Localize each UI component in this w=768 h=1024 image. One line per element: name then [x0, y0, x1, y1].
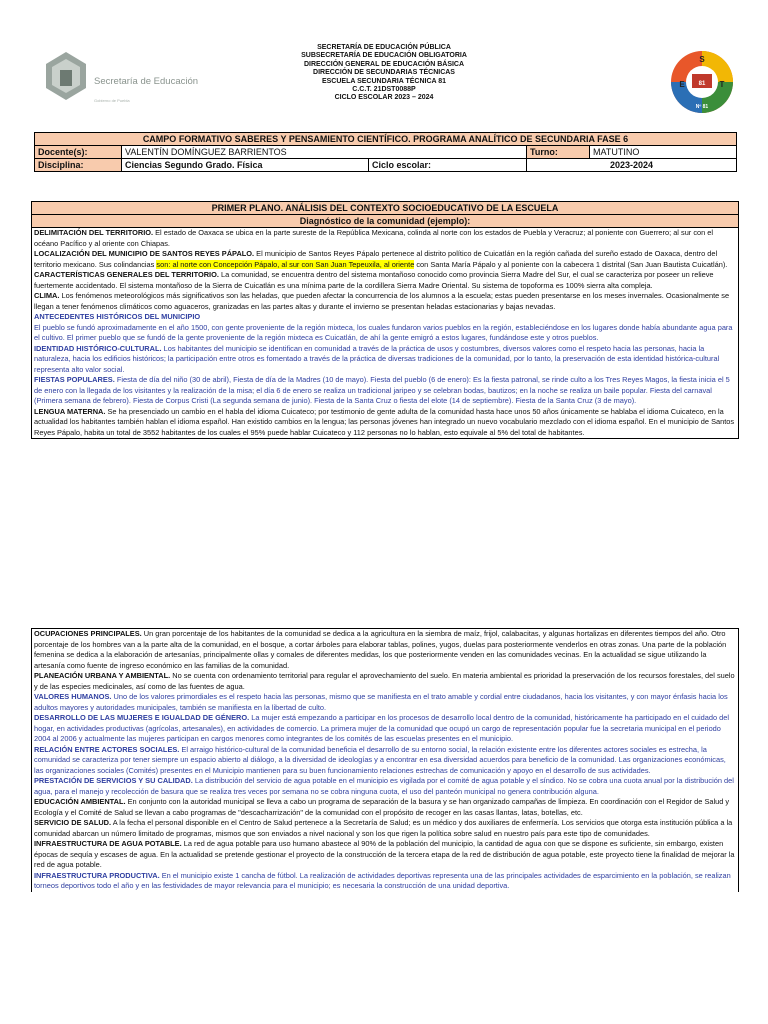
section-title: PRIMER PLANO. ANÁLISIS DEL CONTEXTO SOCIOEDUCATIVO DE LA ESCUELA	[32, 202, 738, 215]
planeacion-paragraph: PLANEACIÓN URBANA Y AMBIENTAL. No se cuenta con ordenamiento territorial para regular el aprovechamiento del suelo. En materia ambiental es prioridad la preservación de los recursos forestales, del suelo y de las especies medicinales, así como de las fuentes de agua.	[34, 671, 735, 691]
prestacion-servicios-paragraph: PRESTACIÓN DE SERVICIOS Y SU CALIDAD. La distribución del servicio de agua potable en el municipio es vigilada por el comité de agua potable y el síndico. No se cobra una cuota anual por la distribución del agua, para el manejo y recolección de basura que se realiza tres veces por semana no se cobra ninguna cuota, el uso del panteón municipal no genera contribución alguna.	[34, 776, 734, 796]
infraestructura-productiva-paragraph: INFRAESTRUCTURA PRODUCTIVA. En el municipio existe 1 cancha de fútbol. La realización de actividades deportivas representa una de las principales actividades de esparcimiento en la población, se realizan torneos deportivos todo el año y en las festividades de mayor relevancia para el municipio; es necesaria la construcción de una unidad deportiva.	[34, 870, 731, 890]
turno-value: MATUTINO	[590, 146, 737, 159]
logo-text: Secretaría de Educación	[94, 76, 199, 87]
diagnostico-section-1	[31, 201, 739, 439]
svg-text:E: E	[679, 80, 685, 89]
docente-value: VALENTÍN DOMÍNGUEZ BARRIENTOS	[122, 146, 527, 159]
svg-text:T: T	[719, 80, 725, 89]
campo-formativo-title: CAMPO FORMATIVO SABERES Y PENSAMIENTO CIENTÍFICO. PROGRAMA ANALÍTICO DE SECUNDARIA FASE 6	[35, 133, 737, 146]
educacion-ambiental-paragraph: EDUCACIÓN AMBIENTAL. En conjunto con la autoridad municipal se lleva a cabo un programa de separación de la basura y se han organizado campañas de limpieza. En coordinación con el Regidor de Salud y Ecología y el Comité de Salud se llevan a cabo programas de "descacharrización" de la comunidad con el propósito de recoger en las casas llantas, latas, botellas, etc.	[34, 797, 730, 817]
fiestas-paragraph: FIESTAS POPULARES. Fiesta de día del niño (30 de abril), Fiesta de día de la Madres (10 de mayo). Fiesta del pueblo (6 de enero): Es la fiesta patronal, se rinde culto a los Tres Reyes Magos, la fiesta inicia el 5 de enero con la llegada de los visitantes y la realización de la misa; el día 6 de enero se realiza un tradicional jaripeo y se celebran bodas, bautizos; en la noche se realiza un baile popular. Fiesta del carnaval (Primera semana de febrero). Fiesta de Corpus Cristi (La segunda semana de junio). Fiesta de la Santa Cruz o fiesta del elote (14 de septiembre). Fiesta de la Santa Cruz (3 de mayo).	[34, 375, 730, 405]
institution-header: SECRETARÍA DE EDUCACIÓN PÚBLICA SUBSECRETARÍA DE EDUCACIÓN OBLIGATORIA DIRECCIÓN GENERAL DE EDUCACIÓN BÁSICA DIRECCIÓN DE SECUNDARIAS TÉCNICAS ESCUELA SECUNDARIA TÉCNICA 81 C.C.T. 21DST0088P CICLO ESCOLAR 2023 – 2024	[301, 44, 467, 102]
svg-text:81: 81	[698, 81, 706, 87]
svg-text:Gobierno de Puebla: Gobierno de Puebla	[94, 98, 130, 103]
caracteristicas-paragraph: CARACTERÍSTICAS GENERALES DEL TERRITORIO. La comunidad, se encuentra dentro del sistema montañoso conocido como provincia Sierra Madre del Sur, el cual se caracteriza por poseer un relieve fuertemente accidentado. El sistema montañoso de la Sierra de Cuicatlán es una mínima parte de la cordillera Sierra Madre Oriental. Su sistema de topoforma es 100% sierra alta compleja.	[34, 270, 714, 290]
identidad-paragraph: IDENTIDAD HISTÓRICO-CULTURAL. Los habitantes del municipio se identifican en comunidad a través de la práctica de usos y costumbres, diversos valores como el respeto hacia las personas, hacia la naturaleza, hacia los edificios históricos; la participación entre otros es fomentado a través de la práctica de diversas tradiciones de la comunidad, por lo tanto, la preservación de esta identidad histórica-cultural representa alto valor social.	[34, 343, 720, 374]
lengua-paragraph: LENGUA MATERNA. Se ha presenciado un cambio en el habla del idioma Cuicateco; por testimonio de gente adulta de la comunidad hasta hace unos 50 años únicamente se hablaba el idioma Cuicateco, en la actualidad los habitantes también hablan el idioma español. Han existido cambios en la lengua; las personas jóvenes han integrado un nuevo vocabulario mezclado con el idioma español. En el municipio de Santos Reyes Pápalo, habita un total de 3552 habitantes de los cuales el 95% puede hablar Cuicateco y 112 personas no lo hablan, esto equivale al 5% del total de habitantes.	[34, 406, 735, 437]
disciplina-value: Ciencias Segundo Grado. Física	[122, 159, 369, 172]
clima-paragraph: CLIMA. Los fenómenos meteorológicos más significativos son las heladas, que pueden afectar la concurrencia de los alumnos a la escuela; estas pueden presentarse en los meses invernales. Ocasionalmente se llegan a tener fenómenos climáticos como aguaceros, granizadas en las partes altas y durante el invierno se presentan heladas estacionarias y bajas nevadas.	[34, 291, 730, 311]
svg-text:S: S	[699, 55, 705, 64]
delimitacion-paragraph: DELIMITACIÓN DEL TERRITORIO. El estado de Oaxaca se ubica en la parte sureste de la República Mexicana, colinda al norte con los estados de Puebla y Veracruz; al poniente con Guerrero; al sur con el océano Pacífico y al oriente con Chiapas.	[34, 228, 714, 248]
valores-paragraph: VALORES HUMANOS. Uno de los valores primordiales es el respeto hacia las personas, mismo que se manifiesta en el trato amable y cordial entre ciudadanos, hacia los visitantes, y con mayor énfasis hacia los adultos mayores y autoridades municipales, también se manifiesta en la libertad de culto.	[34, 692, 728, 712]
ocupaciones-paragraph: OCUPACIONES PRINCIPALES. Un gran porcentaje de los habitantes de la comunidad se dedica a la agricultura en la siembra de maíz, frijol, calabacitas, y algunas hortalizas en diferentes tiempos del año. Otro porcentaje de los hombres van a la parte alta de la comunidad, en el bosque, a cortar árboles para elaborar tablas, polines, yugos, duelas para posteriormente venderlos en otras zonas. Una parte de la población femenina se dedica a la elaboración de artesanías, principalmente ollas y comales de diferentes medidas, los que posteriormente venden en las comunidades vecinas. En la actualidad se sigue utilizando la artesanía como fuente de ingreso económico en las familias de la comunidad.	[34, 629, 727, 670]
section-subtitle: Diagnóstico de la comunidad (ejemplo):	[32, 215, 738, 228]
course-info-table: CAMPO FORMATIVO SABERES Y PENSAMIENTO CIENTÍFICO. PROGRAMA ANALÍTICO DE SECUNDARIA FASE 6 Docente(s): VALENTÍN DOMÍNGUEZ BARRIENTOS Turno: MATUTINO Disciplina: Ciencias Segundo Grado. Física Ciclo escolar: 2023-2024	[34, 132, 737, 172]
ciclo-value: 2023-2024	[527, 159, 737, 172]
agua-potable-paragraph: INFRAESTRUCTURA DE AGUA POTABLE. La red de agua potable para uso humano abastece al 90% de la población del municipio, la cantidad de agua con que se dispone es suficiente, sin embargo, existen épocas de sequía y escases de agua. En la actualidad se pretende gestionar el proyecto de la construcción de la tercera etapa de la red de distribución de agua potable, este proyecto tiene la finalidad de mejorar la red de agua potable.	[34, 839, 735, 869]
desarrollo-mujeres-paragraph: DESARROLLO DE LAS MUJERES E IGUALDAD DE GÉNERO. La mujer está empezando a participar en los procesos de desarrollo local dentro de la comunidad, históricamente ha participado en el cuidado del hogar, en actividades productivas (agrícolas, artesanales), en actividades de comercio. La primera mujer de la comunidad que ocupó un cargo de representación popular fue la secretaria municipal en el periodo 2004 al 2006 y actualmente las mujeres participan en cargos menores como integrantes de los comités de las escuelas presentes en el municipio.	[34, 713, 730, 743]
svg-text:Nº 81: Nº 81	[695, 104, 709, 110]
gear-icon	[668, 40, 736, 124]
diagnostico-section-2	[31, 628, 739, 892]
antecedentes-paragraph: ANTECEDENTES HISTÓRICOS DEL MUNICIPIO El pueblo se fundó aproximadamente en el año 1500, con gente proveniente de la región mixteca, los cuales fundaron varios pueblos en la región, estableciéndose en los lugares donde había abundante agua para el cultivo. El primer pueblo que se fundó de la gente proveniente de la región mixteca es Cuicatlán, de ahí la gente emigró a estos lugares, fundándose este y otros pueblos.	[34, 312, 733, 342]
servicio-salud-paragraph: SERVICIO DE SALUD. A la fecha el personal disponible en el Centro de Salud pertenece a la Secretaría de Salud; es un médico y dos auxiliares de enfermería. Los servicios que otorga esta institución pública a la comunidad abarcan un número limitado de programas, mismos que son enviados a nivel nacional y son los que rigen la política sobre salud en nuestro país para este tipo de comunidades.	[34, 818, 733, 838]
relacion-actores-paragraph: RELACIÓN ENTRE ACTORES SOCIALES. El arraigo histórico-cultural de la comunidad beneficia el desarrollo de su entorno social, la relación existente entre los diferentes actores sociales es estrecha, la comunidad se caracteriza por tener siempre un espacio abierto al diálogo, a la diversidad de ideologías y a encontrar en esa diversidad acuerdos para beneficio de la comunidad. Las organizaciones económicas, las organizaciones sociales (Comités) presentes en el Municipio mantienen para su buen funcionamiento relaciones estrechas de comunicación y apoyo en el desarrollo de sus actividades.	[34, 744, 726, 775]
school-gear-logo	[668, 40, 736, 124]
localizacion-paragraph: LOCALIZACIÓN DEL MUNICIPIO DE SANTOS REYES PÁPALO. El municipio de Santos Reyes Pápalo pertenece al distrito político de Cuicatlán en la región cañada del sureño estado de Oaxaca, dentro del territorio mexicano. Sus colindancias son: al norte con Concepción Pápalo, al sur con San Juan Tepeuxila, al oriente con Santa María Pápalo y al poniente con la cabecera 1 distrital (San Juan Bautista Cuicatlán).	[34, 249, 728, 269]
